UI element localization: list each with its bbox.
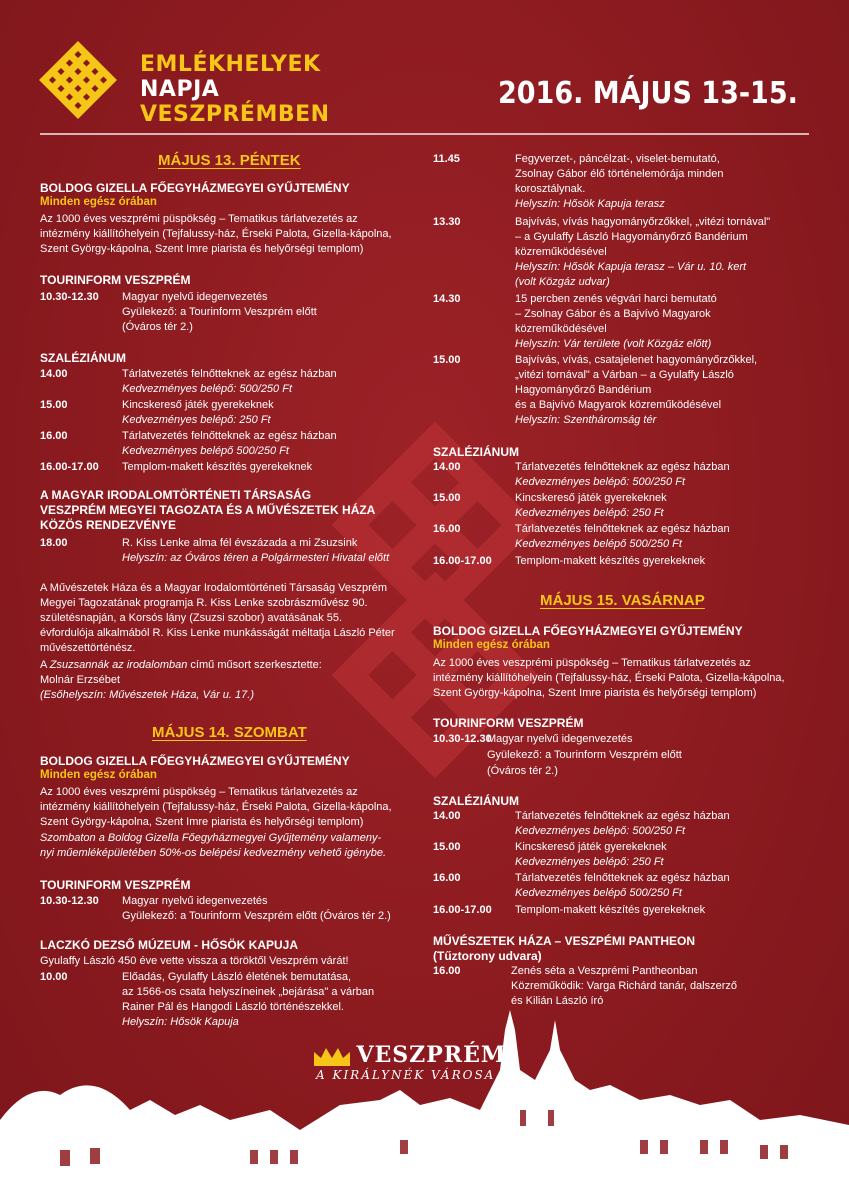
- time: 15.00: [433, 841, 461, 853]
- text-line: évfordulója alkalmából R. Kiss Lenke munkásságát méltatja László Péter: [40, 627, 395, 639]
- text-line: Hagyományőrző Bandérium: [515, 384, 652, 396]
- text-line: Szombaton a Boldog Gizella Főegyházmegyei Gyűjtemény valameny-: [40, 832, 382, 844]
- text-line: közreműködésével: [515, 323, 607, 335]
- text-line: születésnapján, a Korsós lány (Zsuzsi szobor) avatásának 55.: [40, 612, 343, 624]
- text-line: művészettörténész.: [40, 642, 136, 654]
- section-subtitle: Minden egész órában: [40, 196, 157, 208]
- text-part: A: [40, 659, 50, 671]
- text-line: Tárlatvezetés felnőtteknek az egész házban: [515, 523, 730, 535]
- section-title: KÖZÖS RENDEZVÉNYE: [40, 518, 177, 532]
- time: 16.00-17.00: [40, 461, 99, 473]
- location: (Esőhelyszín: Művészetek Háza, Vár u. 17.): [40, 689, 254, 701]
- section-title: BOLDOG GIZELLA FŐEGYHÁZMEGYEI GYŰJTEMÉNY: [40, 181, 350, 195]
- text-line: és Kilián László író: [511, 995, 604, 1007]
- text-line: Gyülekező: a Tourinform Veszprém előtt: [122, 306, 317, 318]
- time: 18.00: [40, 537, 68, 549]
- time: 15.00: [40, 399, 68, 411]
- text-line: Tárlatvezetés felnőtteknek az egész házban: [122, 430, 337, 442]
- location: (volt Közgáz udvar): [515, 276, 610, 288]
- price-note: Kedvezményes belépő: 250 Ft: [515, 507, 664, 519]
- time: 16.00: [433, 965, 461, 977]
- text-line: Közreműködik: Varga Richárd tanár, dalszerző: [511, 980, 738, 992]
- location: Helyszín: Hősök Kapuja: [122, 1016, 239, 1028]
- section-title: MŰVÉSZETEK HÁZA – VESZPÉMI PANTHEON: [433, 934, 696, 948]
- text-line: Gyülekező: a Tourinform Veszprém előtt (Óváros tér 2.): [122, 910, 391, 922]
- section-title: BOLDOG GIZELLA FŐEGYHÁZMEGYEI GYŰJTEMÉNY: [40, 754, 350, 768]
- time: 10.30-12.30: [40, 895, 99, 907]
- price-note: Kedvezményes belépő: 250 Ft: [122, 414, 271, 426]
- time: 16.00: [433, 872, 461, 884]
- text-line: Kincskereső játék gyerekeknek: [122, 399, 274, 411]
- time: 13.30: [433, 216, 461, 228]
- location: Helyszín: az Óváros téren a Polgármesteri Hivatal előtt: [122, 552, 390, 564]
- price-note: Kedvezményes belépő 500/250 Ft: [515, 538, 682, 550]
- time: 15.00: [433, 354, 461, 366]
- city-brand-logo: [312, 1042, 506, 1082]
- text-line: Kincskereső játék gyerekeknek: [515, 841, 667, 853]
- time: 14.00: [40, 368, 68, 380]
- text-line: Gyulaffy László 450 éve vette vissza a töröktől Veszprém várát!: [40, 955, 349, 967]
- text-line: Magyar nyelvű idegenvezetés: [122, 291, 268, 303]
- section-title: A MAGYAR IRODALOMTÖRTÉNETI TÁRSASÁG: [40, 488, 312, 502]
- day-heading-saturday: MÁJUS 14. SZOMBAT: [152, 724, 307, 741]
- price-note: Kedvezményes belépő 500/250 Ft: [122, 445, 289, 457]
- time: 16.00-17.00: [433, 904, 492, 916]
- program-title: Zsuzsannák az irodalomban: [49, 659, 188, 671]
- section-title: VESZPRÉM MEGYEI TAGOZATA ÉS A MŰVÉSZETEK HÁZA: [40, 503, 376, 517]
- location: Helyszín: Hősök Kapuja terasz: [515, 198, 665, 210]
- text-line: Tárlatvezetés felnőtteknek az egész házban: [515, 872, 730, 884]
- text-line: Kincskereső játék gyerekeknek: [515, 492, 667, 504]
- text-line: „vitézi tornával" a Várban – a Gyulaffy László: [515, 369, 734, 381]
- price-note: Kedvezményes belépő: 500/250 Ft: [515, 825, 686, 837]
- text-line: Zenés séta a Veszprémi Pantheonban: [511, 965, 698, 977]
- text-line: (Óváros tér 2.): [122, 321, 193, 333]
- text-line: Az 1000 éves veszprémi püspökség – Tematikus tárlatvezetés az: [40, 213, 358, 225]
- section-subtitle: (Tűztorony udvara): [433, 949, 542, 963]
- text-line: Bajvívás, vívás hagyományőrzőkkel, „vitézi tornával": [515, 216, 771, 228]
- price-note: Kedvezményes belépő: 500/250 Ft: [515, 476, 686, 488]
- brand-name: VESZPRÉM: [356, 1042, 507, 1068]
- section-title: BOLDOG GIZELLA FŐEGYHÁZMEGYEI GYŰJTEMÉNY: [433, 624, 743, 638]
- event-date: 2016. MÁJUS 13-15.: [498, 76, 798, 111]
- text-line: Templom-makett készítés gyerekeknek: [515, 555, 706, 567]
- text-line: 15 percben zenés végvári harci bemutató: [515, 293, 717, 305]
- section-title: SZALÉZIÁNUM: [433, 794, 519, 808]
- text-part: című műsort szerkesztette:: [187, 659, 322, 671]
- crown-icon: [312, 1046, 352, 1068]
- time: 16.00: [433, 523, 461, 535]
- price-note: Kedvezményes belépő: 250 Ft: [515, 856, 664, 868]
- section-title: SZALÉZIÁNUM: [433, 445, 519, 459]
- location: Helyszín: Szentháromság tér: [515, 414, 657, 426]
- text-line: Rainer Pál és Hangodi László történészekkel.: [122, 1001, 344, 1013]
- text-line: Szent György-kápolna, Szent Imre piarista és helyőrségi templom): [40, 243, 364, 255]
- text-line: Molnár Erzsébet: [40, 674, 121, 686]
- section-title: LACZKÓ DEZSŐ MÚZEUM - HŐSÖK KAPUJA: [40, 938, 298, 952]
- text-line: és a Bajvívó Magyarok közreműködésével: [515, 399, 722, 411]
- text-line: nyi műemléképületében 50%-os belépési kedvezmény vehető igénybe.: [40, 847, 387, 859]
- text-line: intézmény kiállítóhelyein (Tejfalussy-ház, Érseki Palota, Gizella-kápolna,: [40, 228, 392, 240]
- time: 14.00: [433, 461, 461, 473]
- header-divider: [40, 133, 809, 135]
- text-line: intézmény kiállítóhelyein (Tejfalussy-ház, Érseki Palota, Gizella-kápolna,: [433, 672, 785, 684]
- text-line: Magyar nyelvű idegenvezetés: [487, 733, 633, 745]
- time: 10.00: [40, 971, 68, 983]
- text-line: A Művészetek Háza és a Magyar Irodalomtörténeti Társaság Veszprém: [40, 582, 388, 594]
- text-line: Szent György-kápolna, Szent Imre piarista és helyőrségi templom): [40, 816, 364, 828]
- time: 15.00: [433, 492, 461, 504]
- text-line: Templom-makett készítés gyerekeknek: [515, 904, 706, 916]
- text-line: (Óváros tér 2.): [487, 765, 558, 777]
- text-line: Megyei Tagozatának programja R. Kiss Lenke szobrászművész 90.: [40, 597, 368, 609]
- text-line: – Zsolnay Gábor és a Bajvívó Magyarok: [515, 308, 711, 320]
- text-line: Tárlatvezetés felnőtteknek az egész házban: [122, 368, 337, 380]
- time: 16.00: [40, 430, 68, 442]
- knot-logo-icon: [38, 40, 118, 120]
- time: 14.00: [433, 810, 461, 822]
- location: Helyszín: Hősök Kapuja terasz – Vár u. 10. kert: [515, 261, 747, 273]
- time: 14.30: [433, 293, 461, 305]
- text-line: Előadás, Gyulaffy László életének bemutatása,: [122, 971, 352, 983]
- time: 10.30-12.30: [40, 291, 99, 303]
- text-line: Zsolnay Gábor élő történelemórája minden: [515, 168, 724, 180]
- text-line: az 1566-os csata helyszíneinek „bejárása" a várban: [122, 986, 375, 998]
- time: 16.00-17.00: [433, 555, 492, 567]
- city-skyline-illustration: [0, 1010, 849, 1200]
- location: Helyszín: Vár területe (volt Közgáz előtt): [515, 338, 712, 350]
- text-line: Tárlatvezetés felnőtteknek az egész házban: [515, 810, 730, 822]
- day-heading-sunday: MÁJUS 15. VASÁRNAP: [540, 592, 705, 609]
- text-line: Fegyverzet-, páncélzat-, viselet-bemutató,: [515, 153, 720, 165]
- section-title: TOURINFORM VESZPRÉM: [40, 273, 191, 287]
- section-title: TOURINFORM VESZPRÉM: [40, 878, 191, 892]
- text-line: R. Kiss Lenke alma fél évszázada a mi Zsuzsink: [122, 537, 358, 549]
- text-line: – a Gyulaffy László Hagyományőrző Bandérium: [515, 231, 748, 243]
- brand-tagline: A KIRÁLYNÉK VÁROSA: [316, 1068, 496, 1082]
- text-line: Magyar nyelvű idegenvezetés: [122, 895, 268, 907]
- section-subtitle: Minden egész órában: [433, 639, 550, 651]
- section-subtitle: Minden egész órában: [40, 769, 157, 781]
- section-title: SZALÉZIÁNUM: [40, 351, 126, 365]
- text-line: Tárlatvezetés felnőtteknek az egész házban: [515, 461, 730, 473]
- text-line: Templom-makett készítés gyerekeknek: [122, 461, 313, 473]
- day-heading-friday: MÁJUS 13. PÉNTEK: [158, 152, 301, 169]
- text-line: közreműködésével: [515, 246, 607, 258]
- time: 11.45: [433, 153, 460, 165]
- text-line: intézmény kiállítóhelyein (Tejfalussy-ház, Érseki Palota, Gizella-kápolna,: [40, 801, 392, 813]
- text-line: Gyülekező: a Tourinform Veszprém előtt: [487, 749, 682, 761]
- price-note: Kedvezményes belépő: 500/250 Ft: [122, 383, 293, 395]
- text-line: Az 1000 éves veszprémi püspökség – Tematikus tárlatvezetés az: [433, 657, 751, 669]
- text-line: Bajvívás, vívás, csatajelenet hagyományőrzőkkel,: [515, 354, 758, 366]
- section-title: TOURINFORM VESZPRÉM: [433, 716, 584, 730]
- text-line: Szent György-kápolna, Szent Imre piarista és helyőrségi templom): [433, 687, 757, 699]
- time: 10.30-12.30: [433, 733, 492, 745]
- text-line: korosztálynak.: [515, 183, 586, 195]
- logo-title: EMLÉKHELYEK NAPJA VESZPRÉMBEN: [140, 52, 330, 127]
- text-line: [40, 658, 322, 672]
- price-note: Kedvezményes belépő 500/250 Ft: [515, 887, 682, 899]
- text-line: Az 1000 éves veszprémi püspökség – Tematikus tárlatvezetés az: [40, 786, 358, 798]
